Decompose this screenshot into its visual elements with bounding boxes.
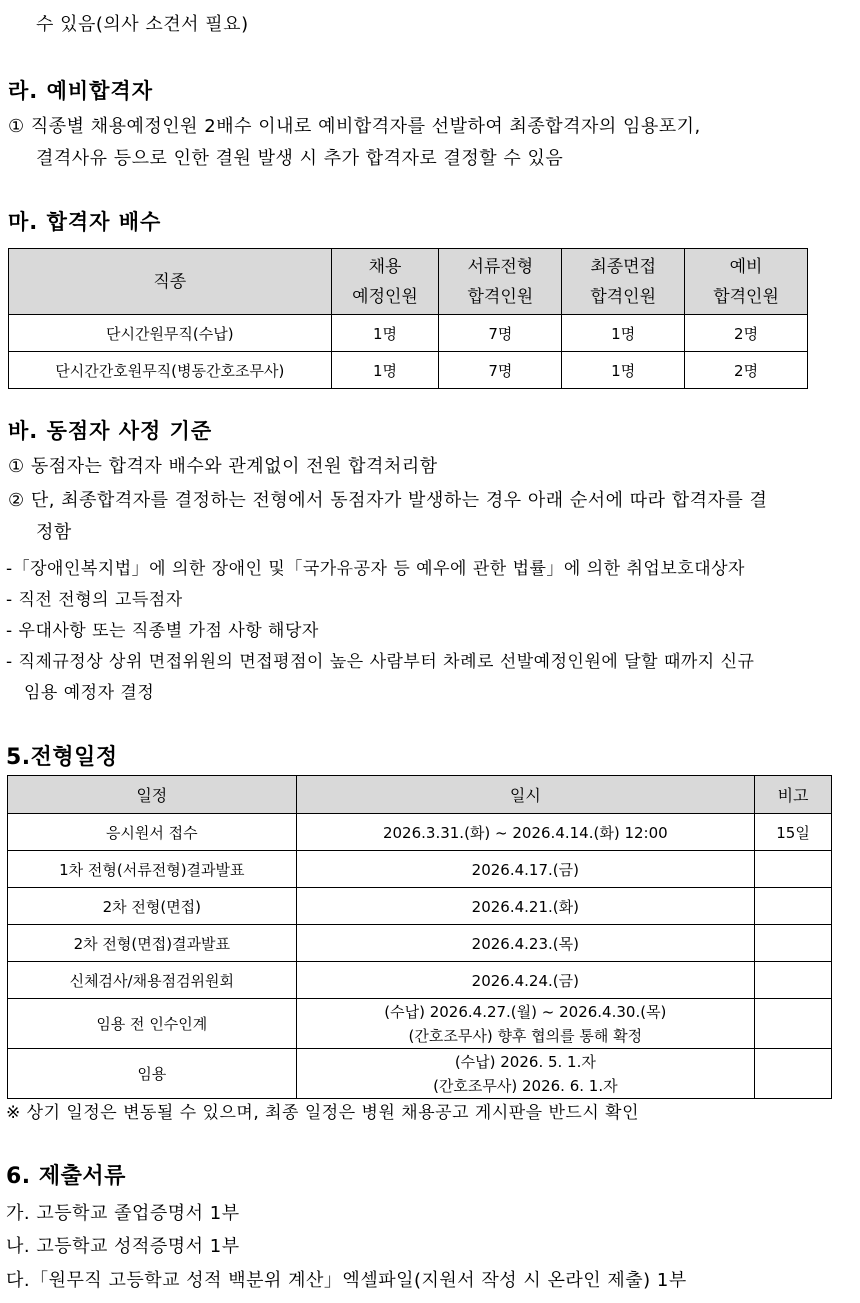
schedule-footnote: ※ 상기 일정은 변동될 수 있으며, 최종 일정은 병원 채용공고 게시판을 반드시 확인	[6, 1103, 639, 1123]
schedule-date: (수납) 2026. 5. 1.자 (간호조무사) 2026. 6. 1.자	[296, 1049, 754, 1099]
table-row	[8, 888, 832, 925]
table-row	[8, 851, 832, 888]
table-row	[8, 962, 832, 999]
ra-item-1-line-1: ① 직종별 채용예정인원 2배수 이내로 예비합격자를 선발하여 최종합격자의 임용포기,	[8, 116, 701, 137]
section-ra-title: 라. 예비합격자	[8, 79, 154, 103]
table-row	[9, 315, 808, 352]
table-cell: 7명	[439, 352, 562, 389]
table-cell: 2명	[685, 352, 808, 389]
table-cell: 1명	[331, 352, 439, 389]
document-item: 나. 고등학교 성적증명서 1부	[6, 1236, 240, 1257]
schedule-header-cell: 일시	[296, 776, 754, 814]
ra-item-1-line-2: 결격사유 등으로 인한 결원 발생 시 추가 합격자로 결정할 수 있음	[36, 148, 564, 169]
multiplier-header-cell: 최종면접 합격인원	[562, 249, 685, 315]
multiplier-header-cell: 예비 합격인원	[685, 249, 808, 315]
schedule-note	[755, 962, 832, 999]
schedule-note	[755, 925, 832, 962]
table-row	[8, 814, 832, 851]
schedule-item: 응시원서 접수	[8, 814, 297, 851]
schedule-item: 1차 전형(서류전형)결과발표	[8, 851, 297, 888]
ba-bullet: -「장애인복지법」에 의한 장애인 및「국가유공자 등 예우에 관한 법률」에 의한 취업보호대상자	[6, 559, 745, 579]
table-cell: 1명	[562, 352, 685, 389]
multiplier-table	[8, 248, 808, 389]
table-cell: 단시간원무직(수납)	[9, 315, 332, 352]
multiplier-header-cell: 직종	[9, 249, 332, 315]
ba-item-2-line-2: 정함	[36, 522, 72, 543]
document-item: 다.「원무직 고등학교 성적 백분위 계산」엑셀파일(지원서 작성 시 온라인 제출) 1부	[6, 1270, 687, 1291]
schedule-header-cell: 일정	[8, 776, 297, 814]
multiplier-header-row	[9, 249, 808, 315]
ba-bullet-4-line-2: 임용 예정자 결정	[24, 683, 155, 703]
table-row	[9, 352, 808, 389]
ba-item-2-line-1: ② 단, 최종합격자를 결정하는 전형에서 동점자가 발생하는 경우 아래 순서에 따라 합격자를 결	[8, 490, 768, 511]
schedule-note	[755, 1049, 832, 1099]
table-row	[8, 999, 832, 1049]
section-ma-title: 마. 합격자 배수	[8, 210, 162, 234]
schedule-header-row	[8, 776, 832, 814]
table-cell: 1명	[562, 315, 685, 352]
document-item: 가. 고등학교 졸업증명서 1부	[6, 1203, 240, 1224]
ba-item-1: ① 동점자는 합격자 배수와 관계없이 전원 합격처리함	[8, 456, 438, 477]
schedule-item: 임용	[8, 1049, 297, 1099]
schedule-date: (수납) 2026.4.27.(월) ~ 2026.4.30.(목) (간호조무사) 향후 협의를 통해 확정	[296, 999, 754, 1049]
ba-bullet: - 직전 전형의 고득점자	[6, 590, 183, 610]
table-cell: 7명	[439, 315, 562, 352]
table-row	[8, 925, 832, 962]
schedule-table	[7, 775, 832, 1099]
schedule-header-cell: 비고	[755, 776, 832, 814]
intro-continuation: 수 있음(의사 소견서 필요)	[36, 14, 249, 35]
schedule-date: 2026.4.21.(화)	[296, 888, 754, 925]
schedule-item: 임용 전 인수인계	[8, 999, 297, 1049]
ba-bullet: - 직제규정상 상위 면접위원의 면접평점이 높은 사람부터 차례로 선발예정인원에 달할 때까지 신규	[6, 652, 755, 672]
multiplier-header-cell: 서류전형 합격인원	[439, 249, 562, 315]
section-ba-title: 바. 동점자 사정 기준	[8, 419, 213, 443]
table-cell: 1명	[331, 315, 439, 352]
section-6-title: 6. 제출서류	[6, 1164, 126, 1189]
schedule-note	[755, 888, 832, 925]
schedule-item: 신체검사/채용점검위원회	[8, 962, 297, 999]
ba-bullet: - 우대사항 또는 직종별 가점 사항 해당자	[6, 621, 319, 641]
schedule-date: 2026.4.17.(금)	[296, 851, 754, 888]
section-5-title: 5.전형일정	[6, 745, 118, 770]
table-cell: 2명	[685, 315, 808, 352]
table-cell: 단시간간호원무직(병동간호조무사)	[9, 352, 332, 389]
schedule-note	[755, 851, 832, 888]
schedule-date: 2026.4.24.(금)	[296, 962, 754, 999]
schedule-note	[755, 999, 832, 1049]
schedule-item: 2차 전형(면접)	[8, 888, 297, 925]
schedule-date: 2026.4.23.(목)	[296, 925, 754, 962]
schedule-note: 15일	[755, 814, 832, 851]
table-row	[8, 1049, 832, 1099]
schedule-item: 2차 전형(면접)결과발표	[8, 925, 297, 962]
schedule-date: 2026.3.31.(화) ~ 2026.4.14.(화) 12:00	[296, 814, 754, 851]
multiplier-header-cell: 채용 예정인원	[331, 249, 439, 315]
